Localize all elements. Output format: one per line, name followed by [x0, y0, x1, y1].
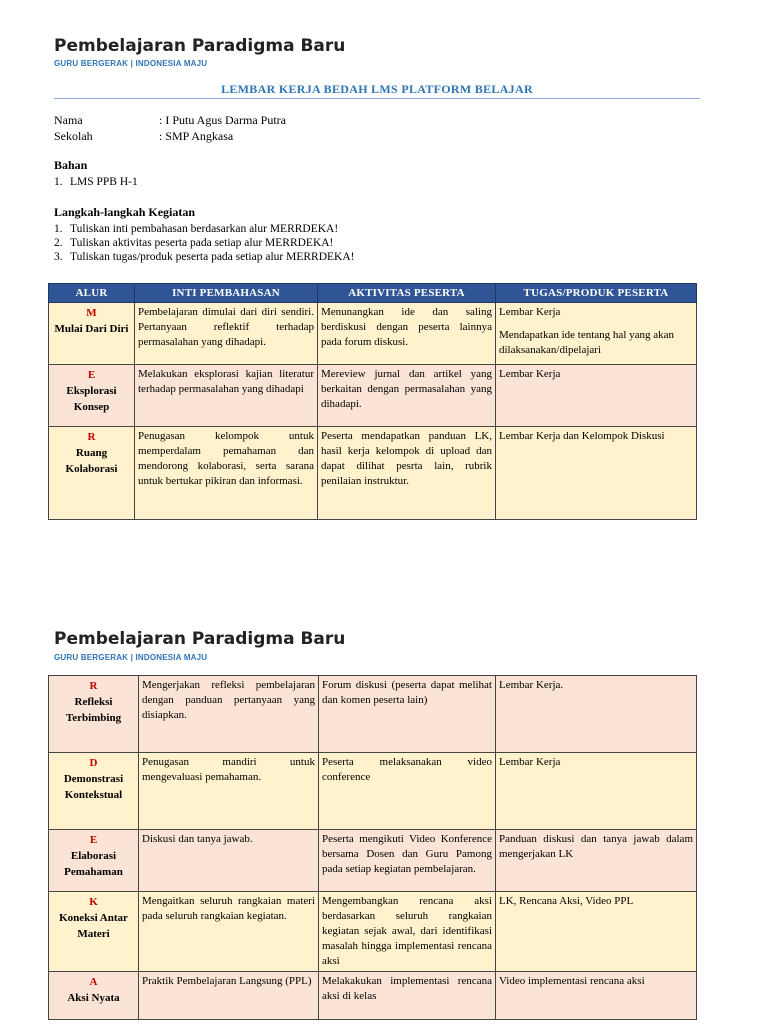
- table-row: [49, 676, 697, 753]
- inti-cell: Penugasan kelompok untuk memperdalam pemahaman dan mendorong kolaborasi, serta sarana untuk bertukar pikiran dan informasi.: [135, 427, 318, 520]
- alur-name: Ruang Kolaborasi: [65, 447, 118, 475]
- page-header-subtitle: GURU BERGERAK | INDONESIA MAJU: [54, 59, 208, 68]
- tugas-cell: Lembar Kerja: [496, 365, 697, 427]
- alur-cell: [49, 303, 135, 365]
- page-header-title: Pembelajaran Paradigma Baru: [54, 629, 346, 649]
- header-alur: ALUR: [49, 284, 135, 303]
- alur-letter: A: [89, 976, 98, 988]
- alur-letter: E: [87, 369, 96, 381]
- alur-name: Koneksi Antar Materi: [59, 912, 128, 940]
- tugas-cell: Lembar Kerja dan Kelompok Diskusi: [496, 427, 697, 520]
- aktivitas-cell: Peserta melaksanakan video conference: [319, 753, 496, 830]
- header-tugas: TUGAS/PRODUK PESERTA: [496, 284, 697, 303]
- tugas-cell: Video implementasi rencana aksi: [496, 972, 697, 1020]
- list-text: Tuliskan inti pembahasan berdasarkan alur MERRDEKA!: [70, 223, 339, 235]
- list-number: 2.: [54, 237, 63, 249]
- info-row-nama: [54, 112, 286, 128]
- aktivitas-cell: Forum diskusi (peserta dapat melihat dan komen peserta lain): [319, 676, 496, 753]
- info-value: : I Putu Agus Darma Putra: [159, 113, 286, 127]
- tugas-cell: [496, 303, 697, 365]
- alur-letter: K: [89, 896, 98, 908]
- list-item: [54, 236, 354, 250]
- title-divider: [54, 98, 700, 99]
- aktivitas-cell: Peserta mengikuti Video Konference bersama Dosen dan Guru Pamong pada setiap kegiatan pembelajaran.: [319, 830, 496, 892]
- alur-name: Demonstrasi Kontekstual: [63, 773, 124, 801]
- table-row: [49, 303, 697, 365]
- bahan-heading: Bahan: [54, 158, 88, 172]
- list-number: 1.: [54, 176, 63, 188]
- list-number: 1.: [54, 223, 63, 235]
- tugas-cell: Panduan diskusi dan tanya jawab dalam mengerjakan LK: [496, 830, 697, 892]
- alur-letter: M: [86, 307, 97, 319]
- alur-name: Eksplorasi Konsep: [66, 385, 117, 413]
- alur-cell: [49, 892, 139, 972]
- list-item: [54, 222, 354, 236]
- tugas-cell: Lembar Kerja.: [496, 676, 697, 753]
- alur-cell: [49, 427, 135, 520]
- page-header-subtitle: GURU BERGERAK | INDONESIA MAJU: [54, 653, 208, 662]
- alur-cell: [49, 972, 139, 1020]
- table-row: [49, 427, 697, 520]
- bahan-list: [54, 175, 138, 189]
- alur-name: Elaborasi Pemahaman: [64, 850, 123, 878]
- tugas-cell: Lembar Kerja: [496, 753, 697, 830]
- aktivitas-cell: Melakakukan implementasi rencana aksi di kelas: [319, 972, 496, 1020]
- info-label: Nama: [54, 113, 83, 127]
- table-row: [49, 365, 697, 427]
- alur-name: Mulai Dari Diri: [54, 323, 129, 335]
- alur-cell: [49, 830, 139, 892]
- alur-cell: [49, 753, 139, 830]
- alur-letter: E: [89, 834, 98, 846]
- list-text: LMS PPB H-1: [70, 176, 138, 188]
- list-text: Tuliskan aktivitas peserta pada setiap alur MERRDEKA!: [70, 237, 334, 249]
- list-text: Tuliskan tugas/produk peserta pada setiap alur MERRDEKA!: [70, 251, 355, 263]
- alur-name: Aksi Nyata: [67, 992, 120, 1004]
- info-row-sekolah: [54, 128, 233, 144]
- info-label: Sekolah: [54, 129, 93, 143]
- alur-cell: [49, 365, 135, 427]
- header-aktivitas: AKTIVITAS PESERTA: [318, 284, 496, 303]
- aktivitas-cell: Mengembangkan rencana aksi berdasarkan seluruh rangkaian kegiatan sejak awal, dari identifikasi masalah hingga implementasi rencana aksi: [319, 892, 496, 972]
- table-row: [49, 972, 697, 1020]
- tugas-cell: LK, Rencana Aksi, Video PPL: [496, 892, 697, 972]
- list-item: [54, 175, 138, 189]
- header-inti: INTI PEMBAHASAN: [135, 284, 318, 303]
- document-title: LEMBAR KERJA BEDAH LMS PLATFORM BELAJAR: [221, 82, 533, 96]
- aktivitas-cell: Mereview jurnal dan artikel yang berkaitan dengan permasalahan yang dihadapi.: [318, 365, 496, 427]
- inti-cell: Melakukan eksplorasi kajian literatur terhadap permasalahan yang dihadapi: [135, 365, 318, 427]
- aktivitas-cell: Menunangkan ide dan saling berdiskusi dengan peserta lainnya pada forum diskusi.: [318, 303, 496, 365]
- inti-cell: Pembelajaran dimulai dari diri sendiri. Pertanyaan reflektif terhadap permasalahan yang dihadapi.: [135, 303, 318, 365]
- list-number: 3.: [54, 251, 63, 263]
- langkah-heading: Langkah-langkah Kegiatan: [54, 205, 196, 219]
- inti-cell: Mengaitkan seluruh rangkaian materi pada seluruh rangkaian kegiatan.: [139, 892, 319, 972]
- inti-cell: Penugasan mandiri untuk mengevaluasi pemahaman.: [139, 753, 319, 830]
- info-value: : SMP Angkasa: [159, 129, 234, 143]
- alur-letter: R: [87, 431, 96, 443]
- merrdeka-table-page2: [48, 675, 697, 1020]
- merrdeka-table-page1: [48, 283, 697, 520]
- inti-cell: Diskusi dan tanya jawab.: [139, 830, 319, 892]
- alur-letter: R: [89, 680, 98, 692]
- inti-cell: Praktik Pembelajaran Langsung (PPL): [139, 972, 319, 1020]
- langkah-list: [54, 222, 354, 264]
- table-header-row: [49, 284, 697, 303]
- aktivitas-cell: Peserta mendapatkan panduan LK, hasil kerja kelompok di upload dan dapat dilihat pesrta lain, rubrik penilaian instruktur.: [318, 427, 496, 520]
- tugas-text-extra: Mendapatkan ide tentang hal yang akan dilaksanakan/dipelajari: [499, 329, 675, 356]
- page-header-title: Pembelajaran Paradigma Baru: [54, 36, 346, 56]
- table-row: [49, 830, 697, 892]
- table-row: [49, 753, 697, 830]
- alur-cell: [49, 676, 139, 753]
- tugas-text: Lembar Kerja: [499, 306, 561, 318]
- alur-name: Refleksi Terbimbing: [65, 696, 122, 724]
- alur-letter: D: [89, 757, 98, 769]
- list-item: [54, 250, 354, 264]
- inti-cell: Mengerjakan refleksi pembelajaran dengan panduan pertanyaan yang disiapkan.: [139, 676, 319, 753]
- table-row: [49, 892, 697, 972]
